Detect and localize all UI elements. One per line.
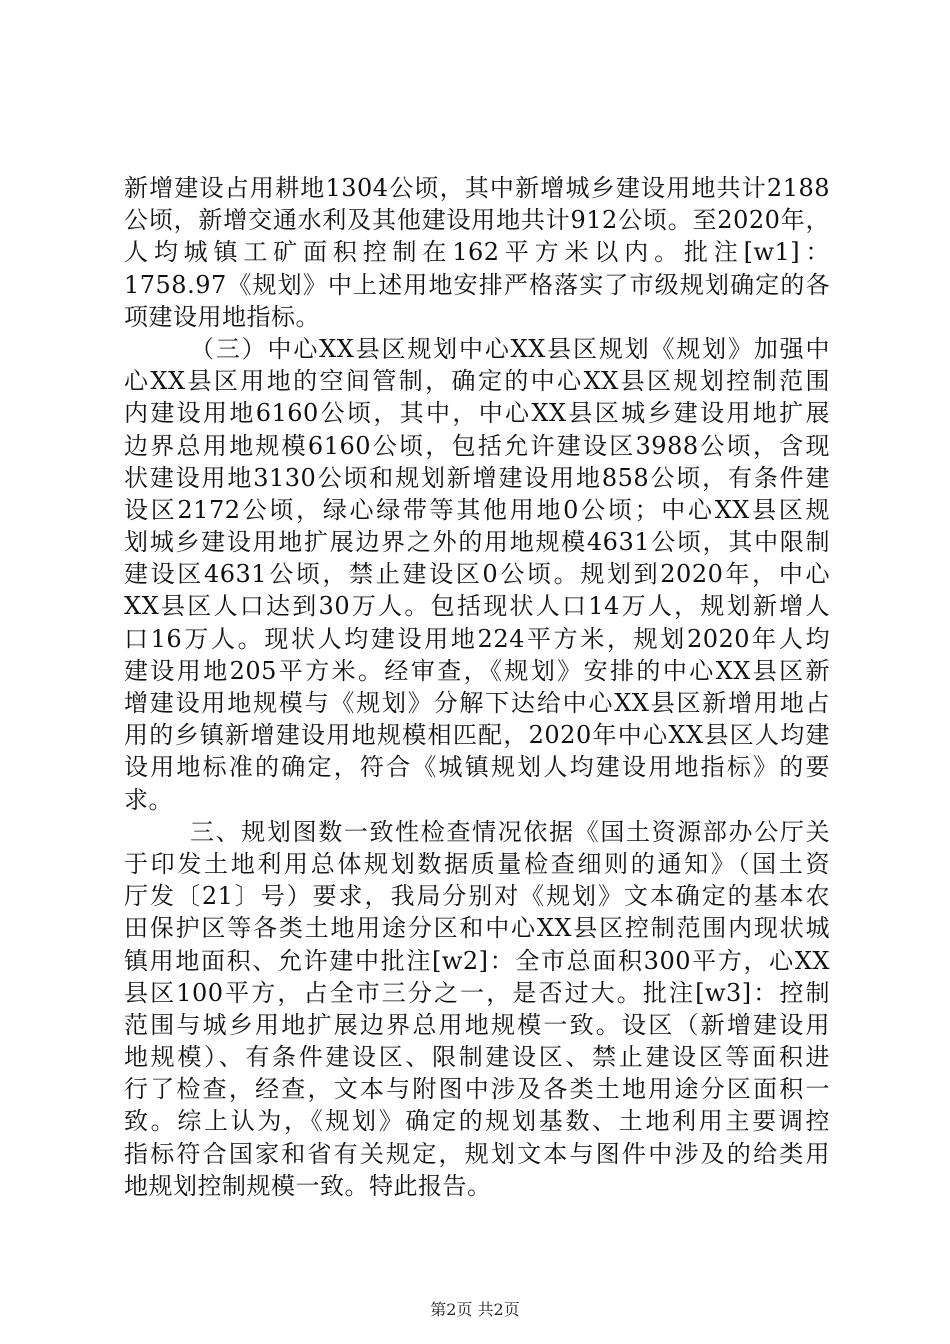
text-line: 1758.97《规划》中上述用地安排严格落实了市级规划确定的各 [124, 270, 830, 299]
text-line: 行了检查，经查，文本与附图中涉及各类土地用途分区面积一 [124, 1075, 830, 1104]
text-line: 建设区4631公顷，禁止建设区0公顷。规划到2020年，中心 [124, 560, 830, 589]
paragraph-section-three-sub [124, 333, 830, 816]
text-line: 致。综上认为，《规划》确定的规划基数、土地利用主要调控 [124, 1107, 830, 1136]
text-line: 内建设用地6160公顷，其中，中心XX县区城乡建设用地扩展 [124, 399, 830, 428]
text-line: 县区100平方，占全市三分之一，是否过大。批注[w3]：控制 [124, 978, 830, 1007]
paragraph-consistency-check [124, 816, 830, 1202]
text-line: 厅发〔21〕号）要求，我局分别对《规划》文本确定的基本农 [124, 882, 830, 911]
text-line: 划城乡建设用地扩展边界之外的用地规模4631公顷，其中限制 [124, 528, 830, 557]
text-line: 新增建设占用耕地1304公顷，其中新增城乡建设用地共计2188 [124, 174, 830, 202]
text-line: 状建设用地3130公顷和规划新增建设用地858公顷，有条件建 [124, 463, 830, 492]
page-number-footer: 第2页 共2页 [430, 1300, 520, 1319]
text-line: 建设用地205平方米。经审查，《规划》安排的中心XX县区新 [124, 656, 830, 685]
text-line: XX县区人口达到30万人。包括现状人口14万人，规划新增人 [124, 592, 830, 621]
text-line: 边界总用地规模6160公顷，包括允许建设区3988公顷，含现 [124, 431, 830, 460]
text-line: 增建设用地规模与《规划》分解下达给中心XX县区新增用地占 [124, 689, 830, 717]
text-line: 用的乡镇新增建设用地规模相匹配，2020年中心XX县区人均建 [124, 721, 830, 750]
text-line: 人均城镇工矿面积控制在162平方米以内。批注[w1]： [124, 238, 830, 267]
text-line: 项建设用地指标。 [124, 302, 320, 331]
text-line: 于印发土地利用总体规划数据质量检查细则的通知》（国土资 [124, 849, 830, 878]
text-line: 设用地标准的确定，符合《城镇规划人均建设用地指标》的要 [124, 753, 830, 782]
text-line: 指标符合国家和省有关规定，规划文本与图件中涉及的给类用 [124, 1139, 830, 1168]
text-line: 心XX县区用地的空间管制，确定的中心XX县区规划控制范围 [124, 367, 830, 396]
text-line: 设区2172公顷，绿心绿带等其他用地0公顷；中心XX县区规 [124, 495, 830, 524]
text-line: （三）中心XX县区规划中心XX县区规划《规划》加强中 [190, 334, 830, 363]
text-line: 口16万人。现状人均建设用地224平方米，规划2020年人均 [124, 624, 830, 653]
text-line: 范围与城乡用地扩展边界总用地规模一致。设区（新增建设用 [124, 1010, 830, 1039]
text-line: 田保护区等各类土地用途分区和中心XX县区控制范围内现状城 [124, 914, 830, 943]
text-line: 三、规划图数一致性检查情况依据《国土资源部办公厅关 [190, 817, 830, 846]
paragraph-land-use [124, 172, 830, 333]
text-line: 求。 [124, 785, 173, 814]
document-body [124, 172, 830, 1202]
text-line: 地规划控制规模一致。特此报告。 [124, 1171, 492, 1200]
text-line: 镇用地面积、允许建中批注[w2]：全市总面积300平方，心XX [124, 946, 830, 975]
text-line: 公顷，新增交通水利及其他建设用地共计912公顷。至2020年， [124, 206, 830, 235]
text-line: 地规模）、有条件建设区、限制建设区、禁止建设区等面积进 [124, 1043, 830, 1072]
